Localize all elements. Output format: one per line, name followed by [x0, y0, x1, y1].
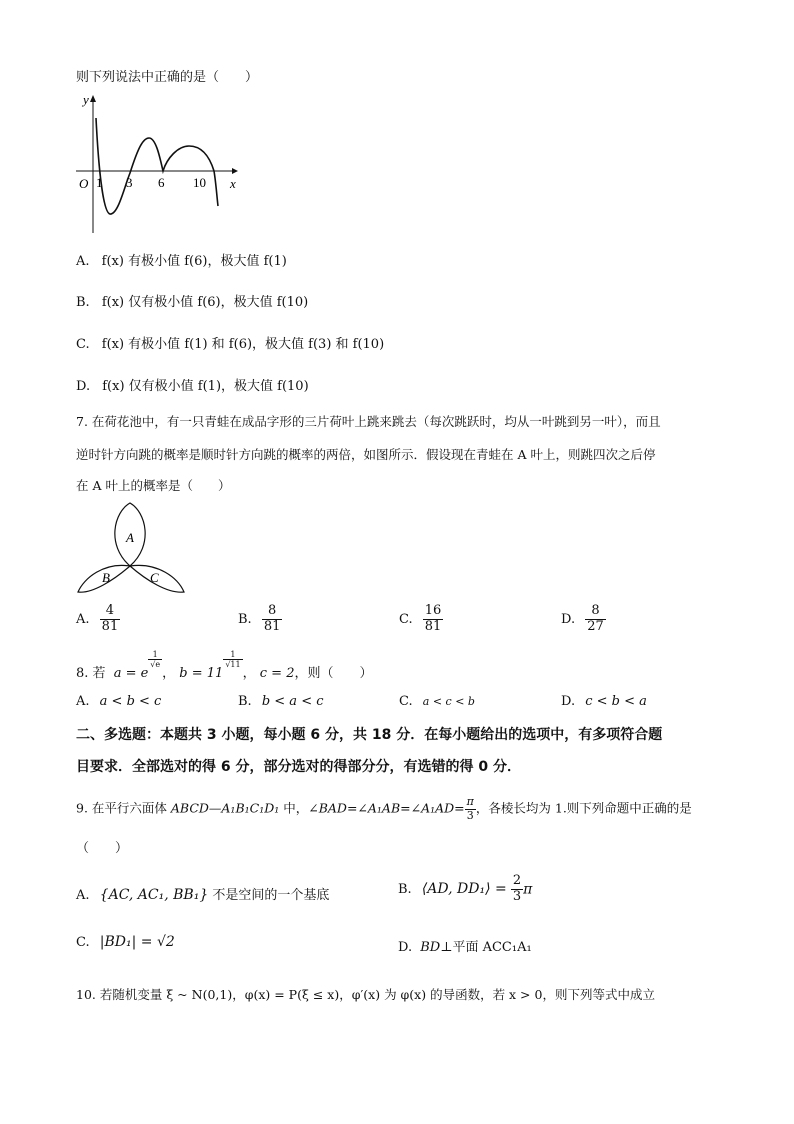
q9-option-b [398, 874, 532, 905]
fraction-denominator: 81 [424, 618, 442, 634]
q9-mid: 中， [279, 800, 309, 816]
q7-line-3: 在 A 叶上的概率是（ ） [76, 478, 231, 493]
q7-option-c [399, 604, 443, 635]
tick-label-1: 1 [96, 175, 103, 190]
option-letter: B. [238, 611, 252, 627]
fraction-numerator: 16 [424, 603, 442, 618]
exponent-numerator: 1 [223, 650, 242, 660]
option-math: {AC, AC₁, BB₁} [99, 887, 209, 903]
q9-option-c [76, 934, 175, 950]
option-letter: A. [76, 254, 90, 269]
q8-option-b [238, 694, 324, 709]
q9-prefix: 9. 在平行六面体 [76, 800, 171, 816]
graph-y-label: y [83, 92, 89, 107]
q9-option-a [76, 884, 329, 903]
x-axis-arrow [232, 168, 238, 174]
option-text: π [523, 881, 533, 898]
option-fraction [262, 604, 283, 635]
option-text: f(x) 有极小值 f(6)，极大值 f(1) [101, 254, 287, 269]
option-letter: D. [561, 694, 576, 709]
leaf-a-label: A [126, 530, 134, 545]
option-text: f(x) 仅有极小值 f(1)，极大值 f(10) [102, 379, 309, 394]
exponent-numerator: 1 [148, 650, 162, 660]
option-letter: C. [76, 935, 90, 950]
q8-suffix: ，则（ ） [294, 666, 373, 682]
fraction-denominator: 3 [512, 888, 522, 904]
tick-label-3: 3 [126, 175, 133, 190]
q9-solid: ABCD—A₁B₁C₁D₁ [170, 800, 280, 816]
option-letter: B. [398, 881, 412, 897]
option-letter: B. [76, 295, 90, 310]
option-letter: D. [561, 611, 576, 627]
fraction-numerator: 2 [512, 873, 522, 888]
section2-line-1: 二、多选题：本题共 3 小题，每小题 6 分，共 18 分．在每小题给出的选项中，有多项符合题 [76, 727, 663, 743]
q7-line-1: 7. 在荷花池中，有一只青蛙在成品字形的三片荷叶上跳来跳去（每次跳跃时，均从一叶跳到另一叶），而且 [76, 414, 661, 429]
option-letter: C. [399, 611, 413, 627]
q7-option-b [238, 604, 282, 635]
option-text: a < c < b [422, 695, 475, 708]
q8-option-d [561, 694, 647, 709]
fraction-denominator: 27 [587, 618, 604, 634]
fraction-numerator: π [466, 795, 474, 808]
q6-option-c [76, 333, 384, 352]
q8-prefix: 8. 若 [76, 666, 106, 682]
option-fraction [100, 604, 121, 635]
option-text: c < b < a [585, 694, 647, 709]
q6-function-graph [70, 88, 250, 238]
leaf-c-label: C [150, 570, 159, 585]
q9-stem [76, 796, 692, 822]
q7-lily-pad-diagram [74, 500, 194, 598]
leaf-b-label: B [102, 570, 110, 585]
fraction-numerator: 8 [585, 604, 606, 620]
graph-x-label: x [230, 176, 236, 191]
q6-option-d [76, 375, 309, 394]
exponent-denominator: √11 [225, 660, 241, 670]
option-letter: B. [238, 694, 252, 709]
option-letter: C. [399, 694, 413, 709]
q8-a-expression: a = e [113, 666, 149, 682]
q6-option-b [76, 291, 308, 310]
fraction-numerator: 4 [100, 604, 121, 620]
q9-pi-fraction [465, 796, 476, 822]
option-text: 不是空间的一个基底 [208, 888, 330, 903]
q8-a-exponent [148, 650, 162, 669]
option-text: b < a < c [261, 694, 324, 709]
option-letter: A. [76, 694, 90, 709]
option-math: ⟨AD, DD₁⟩ = [421, 881, 507, 898]
option-letter: D. [398, 940, 413, 955]
exponent-denominator: √e [150, 660, 161, 670]
option-text: f(x) 仅有极小值 f(6)，极大值 f(10) [101, 295, 309, 310]
tick-label-6: 6 [158, 175, 165, 190]
fraction-denominator: 3 [466, 808, 474, 822]
y-axis-arrow [90, 95, 96, 102]
fraction-numerator: 8 [262, 604, 283, 620]
option-text: f(x) 有极小值 f(1) 和 f(6)，极大值 f(3) 和 f(10) [101, 337, 385, 352]
option-fraction [423, 604, 444, 635]
q9-option-d [398, 936, 532, 955]
q7-option-d [561, 604, 606, 635]
q6-option-a [76, 250, 287, 269]
q8-c-expression: c = 2 [259, 666, 295, 682]
option-math: BD [420, 940, 441, 955]
section2-line-2: 目要求．全部选对的得 6 分，部分选对的得部分分，有选错的得 0 分． [76, 759, 521, 775]
q8-option-a [76, 694, 161, 709]
q7-line-2: 逆时针方向跳的概率是顺时针方向跳的概率的两倍，如图所示．假设现在青蛙在 A 叶上，则跳四次之后停 [76, 447, 656, 462]
q9-angles: ∠BAD=∠A₁AB=∠A₁AD= [308, 800, 465, 816]
graph-origin-label: O [79, 176, 89, 191]
q8-b-expression: b = 11 [179, 666, 224, 682]
fraction-denominator: 81 [101, 618, 119, 634]
option-fraction [511, 874, 523, 905]
option-letter: D. [76, 379, 91, 394]
q9-suffix: ，各棱长均为 1.则下列命题中正确的是 [475, 800, 692, 816]
q9-paren: （ ） [76, 841, 129, 856]
q10-line: 10. 若随机变量 ξ ~ N(0,1)，φ(x) = P(ξ ≤ x)，φ′(x) 为 φ(x) 的导函数，若 x > 0，则下列等式中成立 [76, 987, 655, 1002]
q8-stem: 8. 若 a = e $\frac{1}{√e}$ ， b = 11 $\frac{1}{√11}$ ， c = 2，则（ ） [76, 650, 373, 682]
option-fraction [585, 604, 606, 635]
option-text: a < b < c [99, 694, 162, 709]
option-letter: C. [76, 337, 90, 352]
q7-option-a [76, 604, 120, 635]
option-text: ⊥平面 ACC₁A₁ [440, 940, 532, 955]
function-curve [96, 118, 218, 214]
fraction-denominator: 81 [263, 618, 281, 634]
option-letter: A. [76, 611, 90, 627]
option-letter: A. [76, 888, 90, 903]
q8-option-c [399, 694, 475, 709]
q6-stem: 则下列说法中正确的是（ ） [76, 70, 259, 85]
option-math: |BD₁| = √2 [99, 934, 175, 950]
q8-b-exponent [223, 650, 242, 669]
tick-label-10: 10 [193, 175, 206, 190]
